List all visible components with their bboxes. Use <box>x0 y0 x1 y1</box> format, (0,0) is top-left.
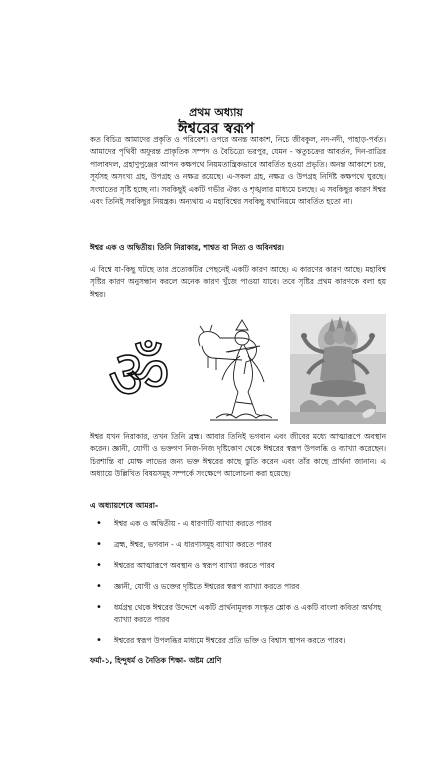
om-glyph: ॐ <box>107 336 171 415</box>
bullet-icon: • <box>96 560 102 571</box>
krishna-line-drawing <box>186 316 288 424</box>
objectives-list <box>96 518 386 656</box>
list-item <box>96 602 386 626</box>
objectives-heading: এ অধ্যায়শেষে আমরা- <box>90 501 159 510</box>
objective-text: ঈশ্বরের স্বরূপ উপলব্ধির মাধ্যমে ঈশ্বরের প্রতি ভক্তি ও বিশ্বাস স্থাপন করতে পারব। <box>114 636 346 645</box>
objective-text: ধর্মগ্রন্থ থেকে ঈশ্বরের উদ্দেশে একটি প্রার্থনামূলক সংস্কৃত শ্লোক ও একটি বাংলা কবিতা অর্থসহ ব্যাখ্যা করতে পারব <box>114 603 382 624</box>
bullet-icon: • <box>96 635 102 646</box>
list-item <box>96 635 386 647</box>
brahma-deity-image <box>290 314 386 424</box>
chapter-label: প্রথম অধ্যায় <box>189 106 243 119</box>
bullet-icon: • <box>96 581 102 592</box>
cause-paragraph: এ বিশ্বে যা-কিছু ঘটছে তার প্রত্যেকটির পেছনেই একটি কারণ আছে। এ কারণের কারণ আছে। মহাবিশ্ব সৃষ্টির কারণ অনুসন্ধান করলে অনেক কারণ খুঁজে পাওয়া যাবে। তবে সৃষ্টির প্রথম কারণকে বলা হয় ঈশ্বর। <box>90 265 386 299</box>
deity-illustration <box>290 314 386 424</box>
objective-text: ঈশ্বরের আত্মারূপে অবস্থান ও স্বরূপ ব্যাখ্যা করতে পারব <box>114 561 275 570</box>
list-item <box>96 581 386 593</box>
bullet-icon: • <box>96 602 102 613</box>
definition-paragraph: ঈশ্বর এক ও অদ্বিতীয়। তিনি নিরাকার, শাশ্বত বা নিত্য ও অবিনশ্বর। <box>90 243 284 252</box>
list-item <box>96 539 386 551</box>
list-item <box>96 518 386 530</box>
nature-paragraph: ঈশ্বর যখন নিরাকার, তখন তিনি ব্রহ্ম। আবার তিনিই ভগবান এবং জীবের মধ্যে আত্মারূপে অবস্থান করেন। জ্ঞানী, যোগী ও ভক্তগণ নিজ-নিজ দৃষ্টিকোণ থেকে ঈশ্বরের স্বরূপ উপলব্ধি ও ব্যাখ্যা করেছেন। চিরশান্তি বা মোক্ষ লাভের জন্য ভক্ত ঈশ্বরের কাছে স্তুতি করেন এবং তাঁর কাছে প্রার্থনা জানান। এ অধ্যায়ে উল্লিখিত বিষয়সমূহ সম্পর্কে সংক্ষেপে আলোচনা করা হয়েছে। <box>90 432 386 479</box>
intro-paragraph: কত বিচিত্র আমাদের প্রকৃতি ও পরিবেশ। ওপরে অনন্ত আকাশ, নিচে জীবকুল, নদ-নদী, পাহাড়-পর্বত। আমাদের পৃথিবী অফুরন্ত প্রাকৃতিক সম্পদ ও বৈচিত্র্যে ভরপুর, যেমন - ঋতুচক্রের আবর্তন, দিন-রাত্রির পালাবদল, গ্রহাণুপুঞ্জের আপন কক্ষপথে নিয়মতান্ত্রিকভাবে আবর্তিত হওয়া প্রভৃতি। অনন্ত আকাশে চন্দ্র, সূর্যসহ অসংখ্য গ্রহ, উপগ্রহ ও নক্ষত্র রয়েছে। এ-সকল গ্রহ, নক্ষত্র ও উপগ্রহ নির্দিষ্ট কক্ষপথে ঘুরছে। সংঘাতের সৃষ্টি হচ্ছে না। সবকিছুই একটি গভীর ঐক্য ও শৃঙ্খলার মাধ্যমে চলছে। এ সবকিছুর কারণ ঈশ্বর এবং তিনিই সবকিছুর নিয়ন্ত্রক। অন্যথায় এ মহাবিশ্বের সবকিছু যথানিয়মে আবর্তিত হতো না। <box>90 135 386 207</box>
objective-text: ঈশ্বর এক ও অদ্বিতীয় - এ ধারণাটি ব্যাখ্যা করতে পারব <box>114 519 272 528</box>
om-symbol-image <box>96 334 182 416</box>
page-footer: ফর্মা-১, হিন্দুধর্ম ও নৈতিক শিক্ষা- অষ্টম শ্রেণি <box>90 656 222 665</box>
bullet-icon: • <box>96 539 102 550</box>
krishna-illustration <box>186 316 288 424</box>
bullet-icon: • <box>96 518 102 529</box>
om-illustration <box>96 334 182 416</box>
objective-text: ব্রহ্ম, ঈশ্বর, ভগবান - এ ধারণাসমূহ ব্যাখ্যা করতে পারব <box>114 540 272 549</box>
chapter-title: ঈশ্বরের স্বরূপ <box>177 119 255 137</box>
objective-text: জ্ঞানী, যোগী ও ভক্তের দৃষ্টিতে ঈশ্বরের স্বরূপ ব্যাখ্যা করতে পারব <box>114 582 300 591</box>
list-item <box>96 560 386 572</box>
